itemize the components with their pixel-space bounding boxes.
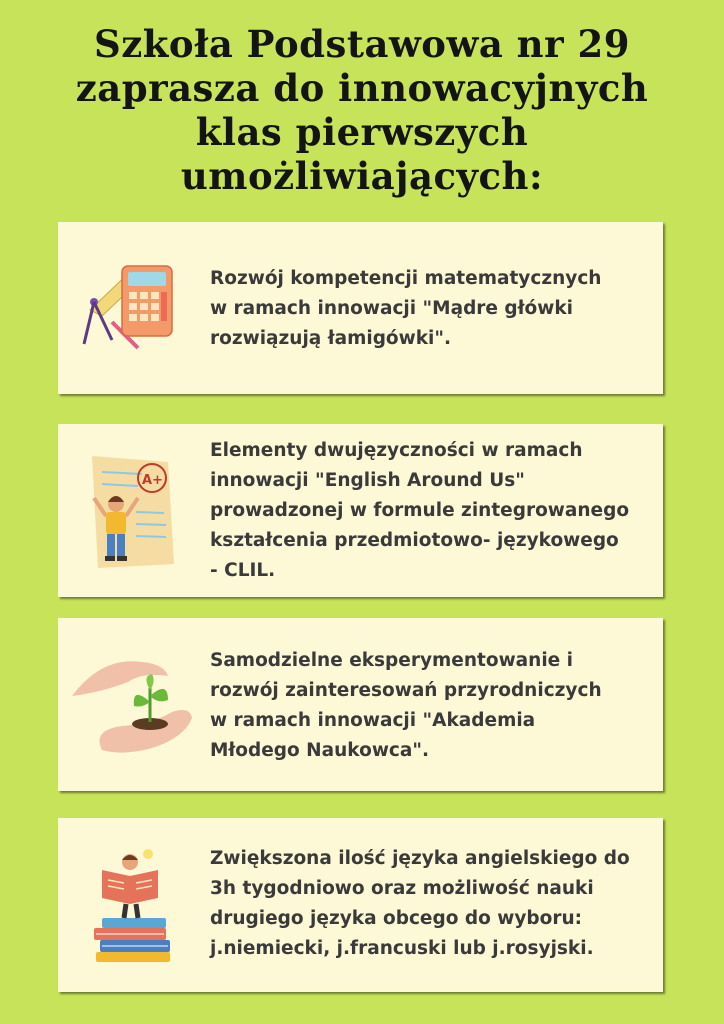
math-tools-icon (72, 252, 182, 362)
card-text: Samodzielne eksperymentowanie i rozwój zainteresowań przyrodniczych w ramach innowacji "Akademia Młodego Naukowca". (210, 650, 602, 761)
card-bilingual-innovation (58, 424, 663, 597)
title-line-2: zaprasza do innowacyjnych (75, 66, 649, 110)
title-line-4: umożliwiających: (180, 154, 544, 198)
grade-text: A+ (142, 473, 163, 488)
child-grade-icon (72, 452, 182, 562)
card-text: Elementy dwujęzyczności w ramach innowacji "English Around Us" prowadzonej w formule zintegrowanego kształcenia przedmiotowo- językowego - CLIL. (210, 440, 630, 581)
title-line-3: klas pierwszych (195, 110, 529, 154)
card-text: Rozwój kompetencji matematycznych w ramach innowacji "Mądre główki rozwiązują łamigówki". (210, 268, 602, 349)
card-math-innovation (58, 222, 663, 394)
card-text: Zwiększona ilość języka angielskiego do 3h tygodniowo oraz możliwość nauki drugiego języka obcego do wyboru: j.niemiecki, j.francuski lub j.rosyjski. (210, 848, 630, 959)
books-reader-icon (72, 848, 182, 958)
card-science-innovation (58, 618, 663, 791)
page-title (0, 22, 724, 198)
card-language-hours (58, 818, 663, 992)
hands-plant-icon (72, 646, 182, 756)
title-line-1: Szkoła Podstawowa nr 29 (94, 22, 630, 66)
